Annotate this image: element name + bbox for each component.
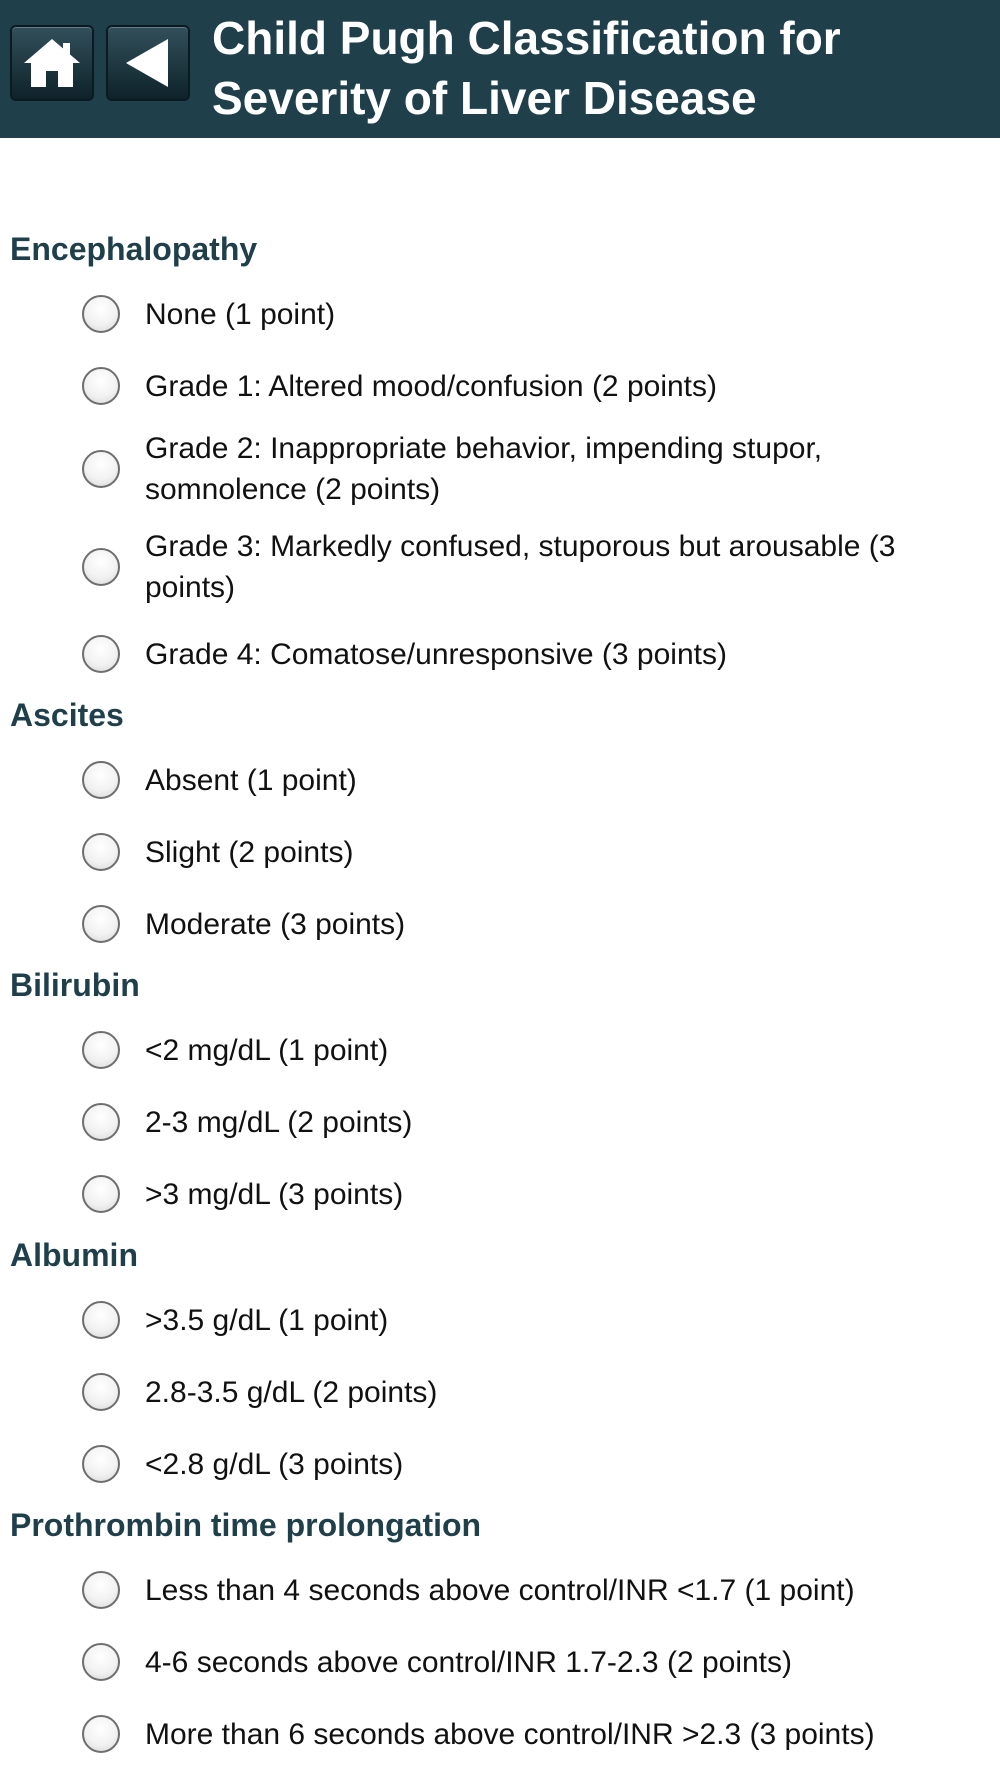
radio-label: Slight (2 points) <box>145 835 354 869</box>
back-arrow-icon <box>120 35 176 91</box>
radio-option[interactable] <box>0 524 1000 610</box>
radio-button[interactable] <box>82 1175 120 1213</box>
radio-option[interactable] <box>0 896 1000 952</box>
section-heading: Encephalopathy <box>10 231 258 267</box>
radio-button[interactable] <box>82 1571 120 1609</box>
radio-label: >3 mg/dL (3 points) <box>145 1177 404 1211</box>
section-prothrombin-time <box>0 1504 1000 1762</box>
back-button[interactable] <box>106 25 190 101</box>
radio-button[interactable] <box>82 1103 120 1141</box>
radio-button[interactable] <box>82 1445 120 1483</box>
radio-button[interactable] <box>82 1715 120 1753</box>
radio-button[interactable] <box>82 761 120 799</box>
radio-option[interactable] <box>0 1436 1000 1492</box>
form-content <box>0 228 1000 1762</box>
radio-option[interactable] <box>0 1706 1000 1762</box>
radio-label: <2.8 g/dL (3 points) <box>145 1447 404 1481</box>
radio-label: <2 mg/dL (1 point) <box>145 1033 389 1067</box>
radio-label: Grade 4: Comatose/unresponsive (3 points) <box>145 637 727 671</box>
home-button[interactable] <box>10 25 94 101</box>
home-icon <box>22 35 82 91</box>
radio-option[interactable] <box>0 626 1000 682</box>
section-heading: Ascites <box>10 697 124 733</box>
radio-button[interactable] <box>82 450 120 488</box>
radio-button[interactable] <box>82 295 120 333</box>
radio-label: 2.8-3.5 g/dL (2 points) <box>145 1375 438 1409</box>
page-title: Child Pugh Classification for Severity of Liver Disease <box>212 12 841 124</box>
radio-option[interactable] <box>0 752 1000 808</box>
radio-option[interactable] <box>0 1364 1000 1420</box>
radio-label: Grade 1: Altered mood/confusion (2 points) <box>145 369 717 403</box>
section-ascites <box>0 694 1000 952</box>
section-heading: Prothrombin time prolongation <box>10 1507 482 1543</box>
radio-button[interactable] <box>82 548 120 586</box>
radio-option[interactable] <box>0 824 1000 880</box>
radio-option[interactable] <box>0 1292 1000 1348</box>
radio-option[interactable] <box>0 1634 1000 1690</box>
radio-option[interactable] <box>0 426 1000 512</box>
radio-option[interactable] <box>0 1022 1000 1078</box>
radio-button[interactable] <box>82 833 120 871</box>
radio-label: Less than 4 seconds above control/INR <1.7 (1 point) <box>145 1573 855 1607</box>
radio-option[interactable] <box>0 1094 1000 1150</box>
radio-button[interactable] <box>82 1031 120 1069</box>
section-bilirubin <box>0 964 1000 1222</box>
radio-label: None (1 point) <box>145 297 336 331</box>
radio-label: Moderate (3 points) <box>145 907 406 941</box>
radio-button[interactable] <box>82 1301 120 1339</box>
radio-label: >3.5 g/dL (1 point) <box>145 1303 389 1337</box>
radio-option[interactable] <box>0 1166 1000 1222</box>
radio-label: More than 6 seconds above control/INR >2.3 (3 points) <box>145 1717 875 1751</box>
radio-option[interactable] <box>0 358 1000 414</box>
section-albumin <box>0 1234 1000 1492</box>
section-heading: Bilirubin <box>10 967 140 1003</box>
header-bar <box>0 0 1000 138</box>
radio-label: Absent (1 point) <box>145 763 357 797</box>
radio-label: Grade 2: Inappropriate behavior, impending stupor, somnolence (2 points) <box>145 432 823 506</box>
radio-button[interactable] <box>82 1643 120 1681</box>
radio-option[interactable] <box>0 1562 1000 1618</box>
section-encephalopathy <box>0 228 1000 682</box>
section-heading: Albumin <box>10 1237 138 1273</box>
radio-button[interactable] <box>82 905 120 943</box>
radio-label: Grade 3: Markedly confused, stuporous but arousable (3 points) <box>145 530 896 604</box>
radio-button[interactable] <box>82 367 120 405</box>
radio-button[interactable] <box>82 635 120 673</box>
radio-label: 2-3 mg/dL (2 points) <box>145 1105 413 1139</box>
radio-option[interactable] <box>0 286 1000 342</box>
radio-label: 4-6 seconds above control/INR 1.7-2.3 (2 points) <box>145 1645 793 1679</box>
radio-button[interactable] <box>82 1373 120 1411</box>
